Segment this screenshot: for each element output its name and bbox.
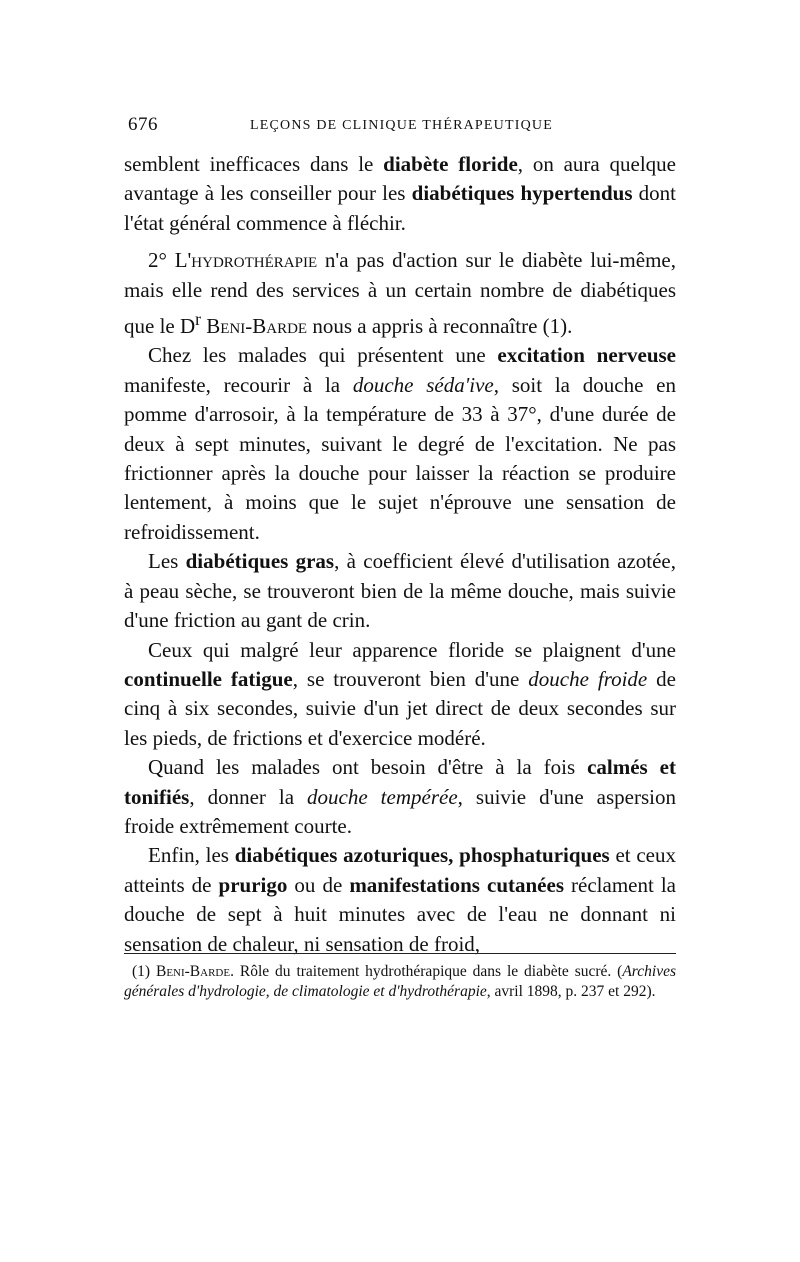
- text-run: diabétiques gras: [185, 549, 335, 574]
- book-page: [124, 110, 676, 959]
- text-run: , soit la douche en pomme d'arrosoir, à la température de 33 à 37°, d'une durée de deux à sept minutes, suivant le degré de l'excitation. Ne pas frictionner après la douche pour laisser la réaction se produire lentement, à moins que le sujet n'éprouve une sensation de refroidissement.: [124, 372, 676, 544]
- text-run: excitation nerveuse: [497, 343, 676, 368]
- footnote: [124, 962, 676, 1002]
- text-run: 2°: [148, 248, 175, 273]
- text-run: (1): [132, 963, 156, 980]
- text-run: Chez les malades qui présentent une: [148, 343, 498, 368]
- text-run: Ceux qui malgré leur apparence floride se plaignent d'une: [148, 637, 676, 662]
- text-run: Archives générales d'hydrologie, de climatologie et d'hydrothérapie: [124, 963, 676, 1000]
- paragraph: [124, 246, 676, 341]
- text-run: , à coefficient élevé d'utilisation azotée, à peau sèche, se trouveront bien de la même douche, mais suivie d'une friction au gant de crin.: [124, 549, 676, 633]
- text-run: Beni-Barde: [206, 314, 308, 339]
- text-run: , avril 1898, p. 237 et 292).: [486, 983, 656, 1000]
- text-run: diabétiques hypertendus: [411, 181, 633, 206]
- text-run: Quand les malades ont besoin d'être à la fois: [148, 755, 588, 780]
- text-run: réclament la douche de sept à huit minutes avec de l'eau ne donnant ni sensation de chaleur, ni sensation de froid,: [124, 872, 676, 956]
- paragraph: [124, 636, 676, 754]
- text-run: et ceux atteints de: [124, 843, 676, 897]
- text-run: continuelle fatigue: [124, 666, 293, 691]
- text-run: . Rôle du traitement hydrothérapique dans le diabète sucré. (: [230, 963, 623, 980]
- paragraph: [124, 753, 676, 841]
- text-run: n'a pas d'action sur le diabète lui-même, mais elle rend des services à un certain nombre de diabétiques que le D: [124, 248, 676, 339]
- page-header: [124, 110, 676, 150]
- paragraph: [124, 150, 676, 238]
- text-run: diabète floride: [383, 152, 518, 176]
- text-run: Enfin, les: [148, 843, 235, 868]
- text-run: Beni-Barde: [155, 963, 231, 980]
- paragraph: [124, 547, 676, 635]
- text-run: r: [195, 309, 201, 330]
- text-run: dont l'état général commence à fléchir.: [124, 181, 677, 235]
- text-run: manifestations cutanées: [349, 872, 564, 897]
- text-run: , donner la: [189, 784, 308, 809]
- text-run: prurigo: [218, 872, 288, 897]
- text-run: douche froide: [528, 666, 648, 691]
- text-run: , on aura quelque avantage à les conseiller pour les: [124, 152, 676, 206]
- body-text: [124, 150, 676, 959]
- text-run: de cinq à six secondes, suivie d'un jet direct de deux secondes sur les pieds, de frictions et d'exercice modéré.: [124, 666, 676, 750]
- footnotes: [124, 953, 676, 1002]
- running-title: LEÇONS DE CLINIQUE THÉRAPEUTIQUE: [250, 118, 553, 133]
- paragraph: [124, 341, 676, 547]
- text-run: douche tempérée: [307, 784, 458, 809]
- text-run: douche séda'ive: [352, 372, 494, 397]
- text-run: Les: [148, 549, 186, 574]
- text-run: calmés et tonifiés: [124, 755, 676, 809]
- text-run: nous a appris à reconnaître (1).: [307, 314, 573, 339]
- text-run: ou de: [287, 872, 350, 897]
- text-run: , se trouveront bien d'une: [292, 666, 529, 691]
- page-number: 676: [128, 114, 158, 135]
- text-run: manifeste, recourir à la: [124, 372, 353, 397]
- footnote-list: [124, 962, 676, 1002]
- paragraph: [124, 841, 676, 959]
- text-run: semblent inefficaces dans le: [124, 152, 384, 176]
- text-run: , suivie d'une aspersion froide extrêmement courte.: [124, 784, 676, 838]
- text-run: diabétiques azoturiques, phosphaturiques: [234, 843, 610, 868]
- text-run: L'hydrothérapie: [174, 248, 318, 273]
- footnote-rule: [124, 953, 676, 954]
